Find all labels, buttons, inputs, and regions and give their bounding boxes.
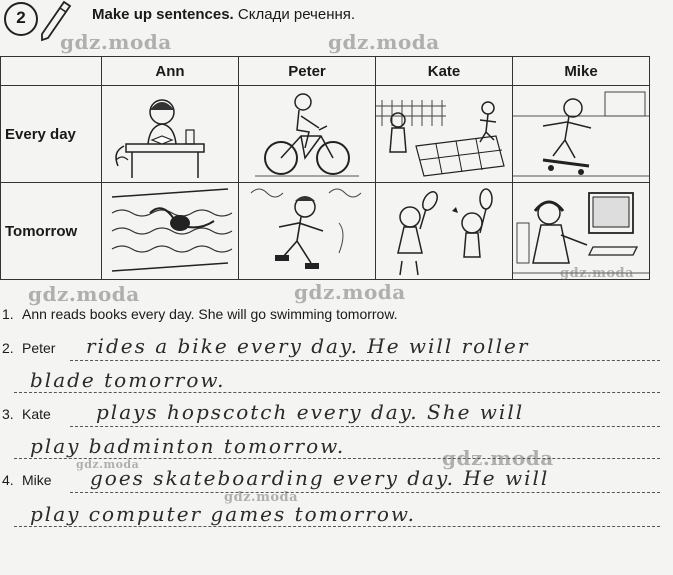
watermark: gdz.moda xyxy=(28,282,140,306)
handwritten-answer: rides a bike every day. He will roller xyxy=(86,334,530,358)
writing-line xyxy=(14,526,660,527)
handwritten-answer: goes skateboarding every day. He will xyxy=(90,466,550,490)
writing-line xyxy=(70,492,660,493)
writing-line xyxy=(70,360,660,361)
kate-hopscotch-picture xyxy=(376,86,513,183)
sentence-number: 3. xyxy=(2,406,14,422)
peter-bike-picture xyxy=(239,86,376,183)
watermark: gdz.moda xyxy=(294,280,406,304)
writing-line xyxy=(14,392,660,393)
sentence-number: 4. xyxy=(2,472,14,488)
handwritten-answer: play badminton tomorrow. xyxy=(30,434,346,458)
sentence-number: 1. xyxy=(2,306,14,322)
sentence-subject: Peter xyxy=(22,340,56,356)
watermark: gdz.moda xyxy=(442,446,554,470)
table-header-row xyxy=(1,57,650,86)
task-number: 2 xyxy=(4,2,38,36)
row-label: Every day xyxy=(1,86,102,183)
watermark: gdz.moda xyxy=(224,490,299,505)
table-row xyxy=(1,86,650,183)
row-label: Tomorrow xyxy=(1,183,102,280)
sentence-printed: Ann reads books every day. She will go swimming tomorrow. xyxy=(22,306,398,322)
corner-cell xyxy=(1,57,102,86)
handwritten-answer: blade tomorrow. xyxy=(30,368,226,392)
ann-reading-picture xyxy=(102,86,239,183)
mike-computer-picture xyxy=(513,183,650,280)
mike-skateboard-picture xyxy=(513,86,650,183)
writing-line xyxy=(70,426,660,427)
sentence-subject: Kate xyxy=(22,406,51,422)
sentence-subject: Mike xyxy=(22,472,52,488)
kate-badminton-picture xyxy=(376,183,513,280)
column-header: Ann xyxy=(102,57,239,86)
heading-native: Склади речення. xyxy=(237,6,356,23)
handwritten-answer: play computer games tomorrow. xyxy=(30,502,416,526)
handwritten-answer: plays hopscotch every day. She will xyxy=(96,400,525,424)
activities-table xyxy=(0,56,650,280)
watermark: gdz.moda xyxy=(76,458,140,471)
watermark: gdz.moda xyxy=(560,266,635,281)
ann-swimming-picture xyxy=(102,183,239,280)
writing-line xyxy=(14,458,660,459)
exercise-heading xyxy=(92,6,355,23)
column-header: Mike xyxy=(513,57,650,86)
table-row xyxy=(1,183,650,280)
column-header: Kate xyxy=(376,57,513,86)
watermark: gdz.moda xyxy=(328,30,440,54)
heading-english: Make up sentences. xyxy=(92,6,234,23)
watermark: gdz.moda xyxy=(60,30,172,54)
sentence-number: 2. xyxy=(2,340,14,356)
peter-rollerblade-picture xyxy=(239,183,376,280)
column-header: Peter xyxy=(239,57,376,86)
